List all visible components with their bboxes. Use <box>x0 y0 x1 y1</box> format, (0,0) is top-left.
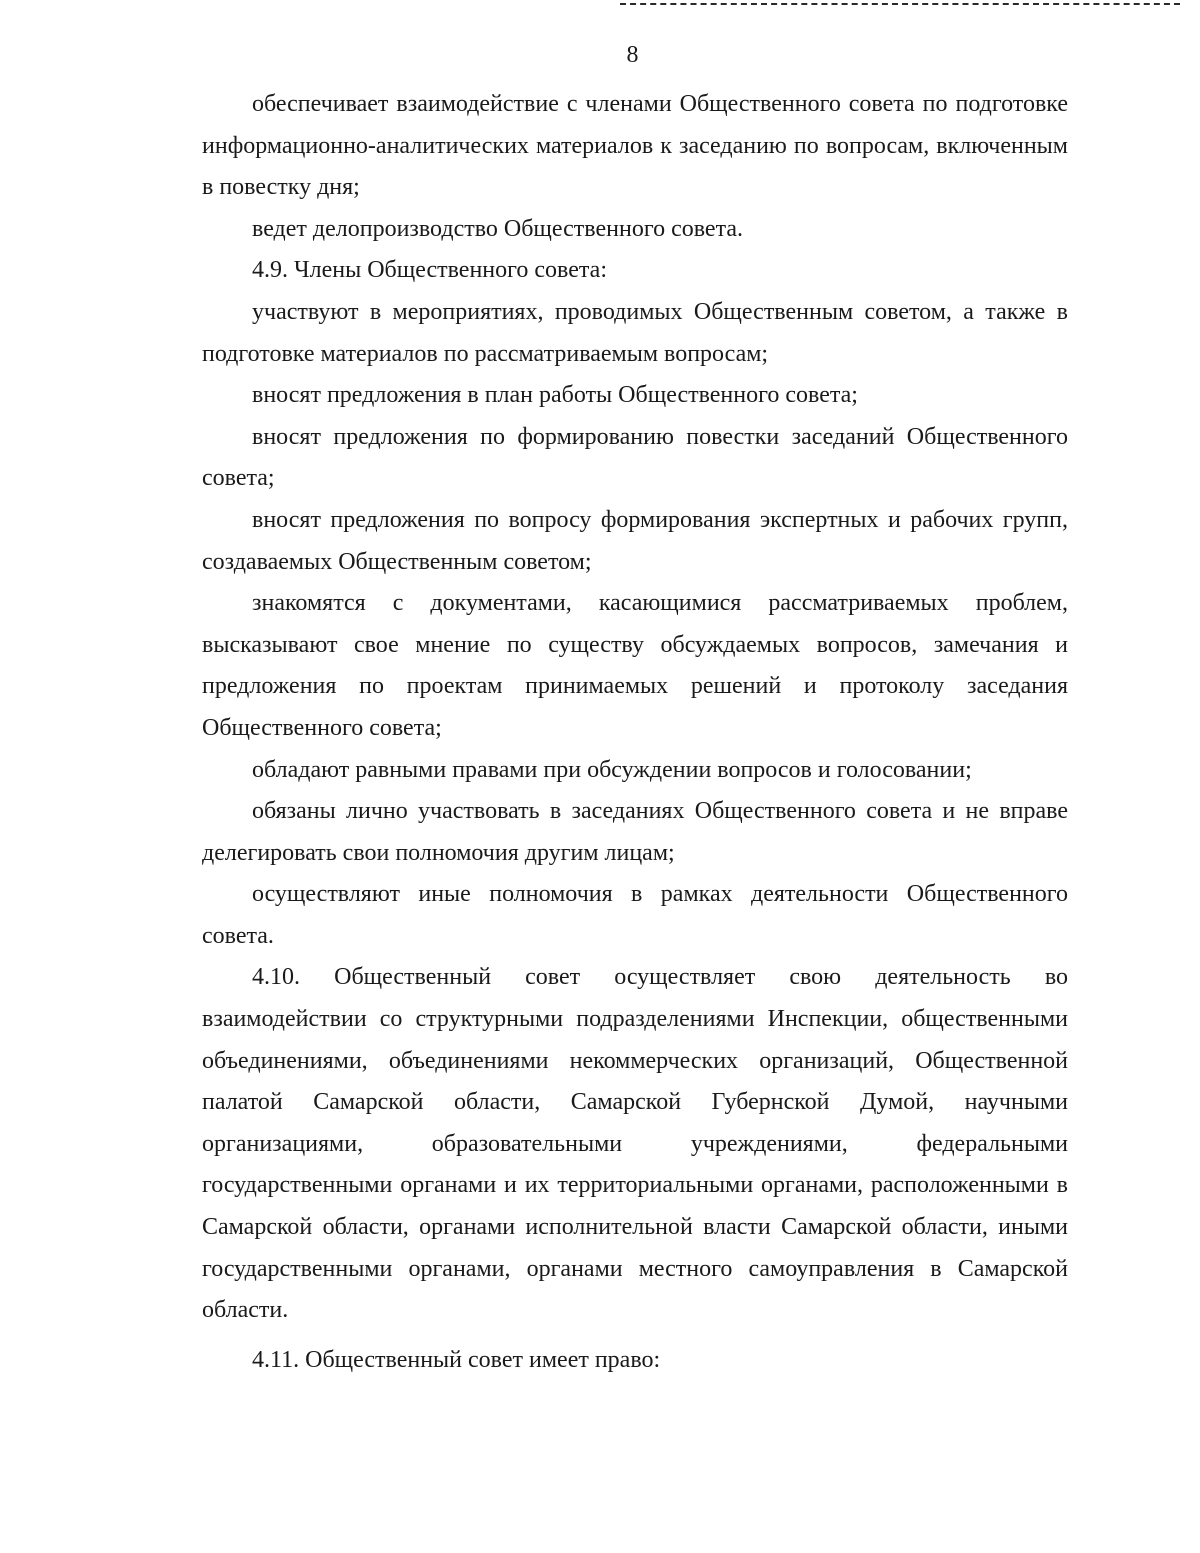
paragraph-4-10-interaction: 4.10. Общественный совет осуществляет свою деятельность во взаимодействии со структурными подразделениями Инспекции, общественными объединениями, объединениями некоммерческих организаций, Общественной палатой Самарской области, Самарской Губернской Думой, научными организациями, образовательными учреждениями, федеральными государственными органами и их территориальными органами, расположенными в Самарской области, органами исполнительной власти Самарской области, иными государственными органами, органами местного самоуправления в Самарской области. <box>202 964 1068 1324</box>
paragraph-members-expert-groups: вносят предложения по вопросу формирования экспертных и рабочих групп, создаваемых Общественным советом; <box>202 506 1068 575</box>
paragraph-members-obliged: обязаны лично участвовать в заседаниях Общественного совета и не вправе делегировать свои полномочия другим лицам; <box>202 798 1068 866</box>
paragraph-members-equal-rights: обладают равными правами при обсуждении вопросов и голосовании; <box>252 756 972 783</box>
paragraph-secretary-records: ведет делопроизводство Общественного совета. <box>252 215 744 242</box>
page-number: 8 <box>626 42 639 68</box>
paragraph-members-other-powers: осуществляют иные полномочия в рамках деятельности Общественного совета. <box>202 881 1068 949</box>
page-top-dashed-line <box>620 3 1180 5</box>
paragraph-secretary-interaction: обеспечивает взаимодействие с членами Общественного совета по подготовке информационно-аналитических материалов к заседанию по вопросам, включенным в повестку дня; <box>202 91 1068 201</box>
paragraph-4-9-heading: 4.9. Члены Общественного совета: <box>252 257 607 284</box>
paragraph-members-work-plan: вносят предложения в план работы Общественного совета; <box>252 382 858 409</box>
paragraph-4-11-rights: 4.11. Общественный совет имеет право: <box>252 1346 661 1373</box>
paragraph-members-participate: участвуют в мероприятиях, проводимых Общественным советом, а также в подготовке материалов по рассматриваемым вопросам; <box>202 298 1068 367</box>
paragraph-members-agenda: вносят предложения по формированию повестки заседаний Общественного совета; <box>202 423 1068 492</box>
document-body <box>202 84 1068 1381</box>
paragraph-members-documents: знакомятся с документами, касающимися рассматриваемых проблем, высказывают свое мнение по существу обсуждаемых вопросов, замечания и предложения по проектам принимаемых решений и протоколу заседания Общественного совета; <box>202 590 1068 741</box>
